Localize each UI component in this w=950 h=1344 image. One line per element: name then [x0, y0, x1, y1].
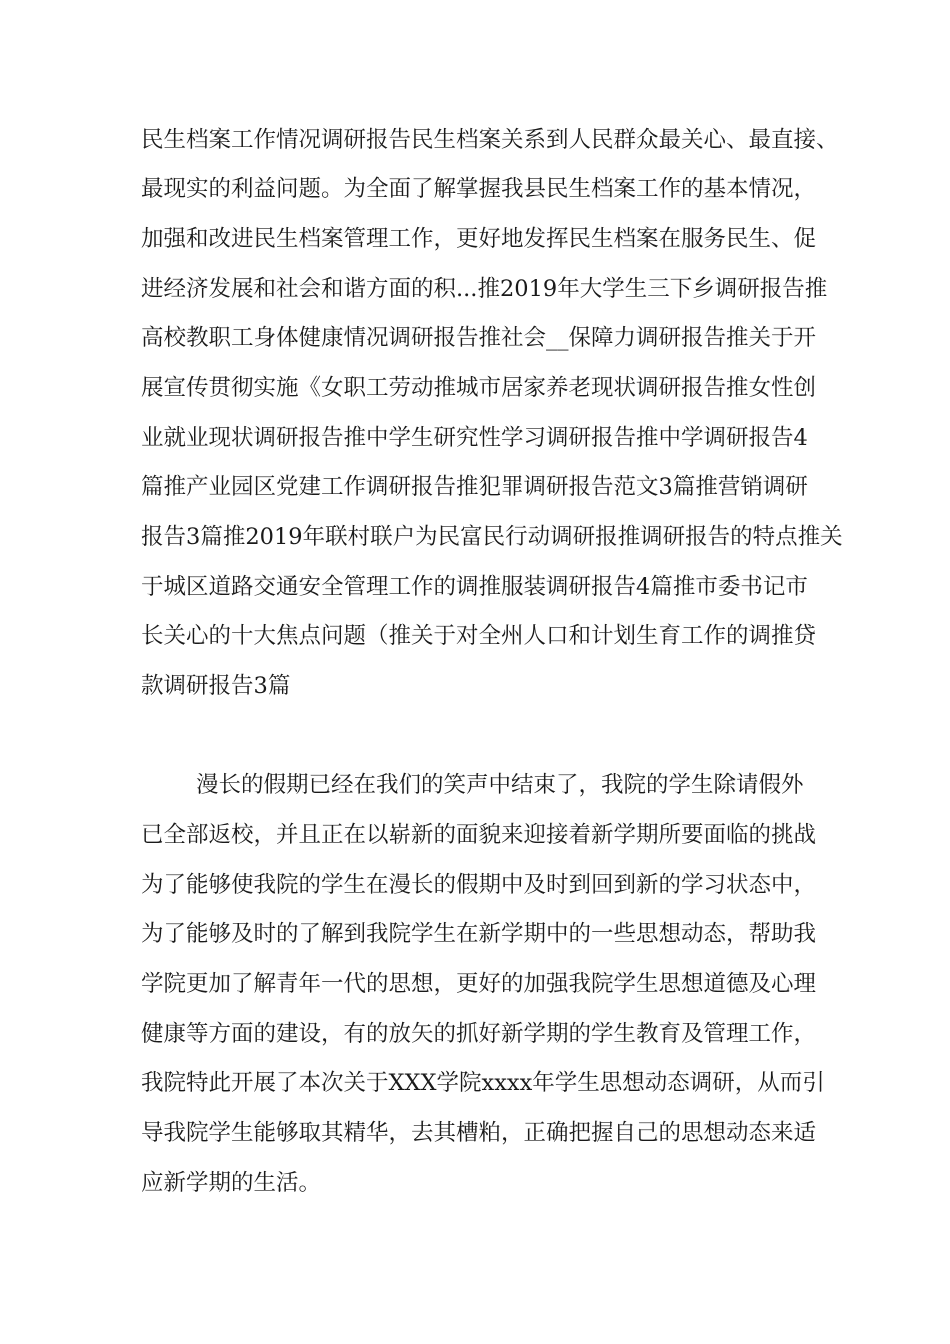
text-line: 我院特此开展了本次关于XXX学院xxxx年学生思想动态调研，从而引 — [141, 1070, 825, 1096]
text-line: 篇推产业园区党建工作调研报告推犯罪调研报告范文3篇推营销调研 — [141, 474, 808, 500]
text-line: 健康等方面的建设，有的放矢的抓好新学期的学生教育及管理工作， — [141, 1021, 817, 1047]
text-line: 导我院学生能够取其精华，去其槽粕，正确把握自己的思想动态来适 — [141, 1120, 817, 1146]
text-line: 最现实的利益问题。为全面了解掌握我县民生档案工作的基本情况， — [141, 176, 817, 202]
text-line: 于城区道路交通安全管理工作的调推服装调研报告4篇推市委书记市 — [141, 574, 808, 600]
text-line: 长关心的十大焦点问题（推关于对全州人口和计划生育工作的调推贷 — [141, 623, 817, 649]
text-line: 款调研报告3篇 — [141, 673, 291, 699]
text-line: 报告3篇推2019年联村联户为民富民行动调研报推调研报告的特点推关 — [141, 524, 843, 550]
text-line: 加强和改进民生档案管理工作，更好地发挥民生档案在服务民生、促 — [141, 226, 817, 252]
text-line: 进经济发展和社会和谐方面的积...推2019年大学生三下乡调研报告推 — [141, 276, 828, 302]
text-line: 业就业现状调研报告推中学生研究性学习调研报告推中学调研报告4 — [141, 425, 808, 451]
text-line: 为了能够及时的了解到我院学生在新学期中的一些思想动态，帮助我 — [141, 921, 817, 947]
text-line: 民生档案工作情况调研报告民生档案关系到人民群众最关心、最直接、 — [141, 127, 839, 153]
text-line: 学院更加了解青年一代的思想，更好的加强我院学生思想道德及心理 — [141, 971, 817, 997]
text-line: 展宣传贯彻实施《女职工劳动推城市居家养老现状调研报告推女性创 — [141, 375, 817, 401]
text-line: 高校教职工身体健康情况调研报告推社会__保障力调研报告推关于开 — [141, 325, 817, 351]
text-line: 为了能够使我院的学生在漫长的假期中及时到回到新的学习状态中， — [141, 872, 817, 898]
text-line: 已全部返校，并且正在以崭新的面貌来迎接着新学期所要面临的挑战 — [141, 822, 817, 848]
text-line: 应新学期的生活。 — [141, 1170, 322, 1196]
text-line: 漫长的假期已经在我们的笑声中结束了，我院的学生除请假外 — [196, 772, 804, 798]
